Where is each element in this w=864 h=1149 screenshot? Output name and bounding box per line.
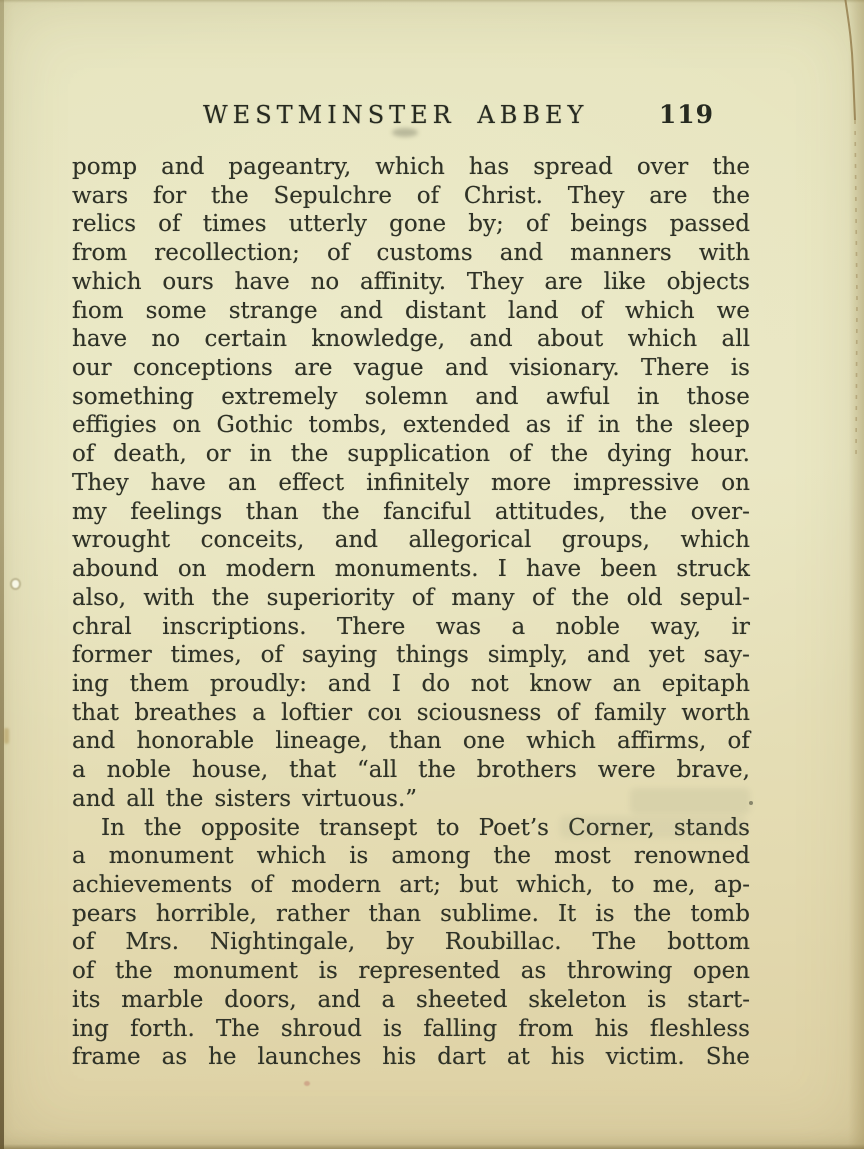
text-line: and all the sisters virtuous.” <box>72 785 418 812</box>
text-line: of Mrs. Nightingale, by Roubillac. The bottom <box>72 929 750 956</box>
page-number: 119 <box>658 100 714 129</box>
page-header <box>72 100 748 129</box>
text-line: that breathes a loftier coı sciousness of family worth <box>72 699 750 726</box>
text-line: and honorable lineage, than one which affirms, of <box>72 728 750 755</box>
text-line: of the monument is represented as throwing open <box>72 958 750 985</box>
text-line: pears horrible, rather than sublime. It is the tomb <box>72 900 750 927</box>
text-line: from recollection; of customs and manners with <box>72 240 750 267</box>
text-line: In the opposite transept to Poet’s Corner, stands <box>101 814 750 841</box>
text-line: abound on modern monuments. I have been struck <box>72 556 750 583</box>
text-line: chral inscriptions. There was a noble way, ir <box>72 613 750 640</box>
text-line: effigies on Gothic tombs, extended as if in the sleep <box>72 412 750 439</box>
text-line: its marble doors, and a sheeted skeleton is start- <box>72 986 750 1013</box>
ink-smudge <box>392 128 418 137</box>
scan-top-edge <box>0 0 864 3</box>
paper-speck <box>12 580 19 588</box>
scan-left-edge <box>0 0 4 1149</box>
text-line: relics of times utterly gone by; of beings passed <box>72 211 750 238</box>
text-line: our conceptions are vague and visionary. There is <box>72 355 750 382</box>
running-head-title: WESTMINSTER ABBEY <box>203 101 589 129</box>
text-line: fıom some strange and distant land of which we <box>72 297 750 324</box>
paper-speck <box>4 728 9 744</box>
text-line: of death, or in the supplication of the dying hour. <box>72 441 750 468</box>
text-line: a noble house, that “all the brothers were brave, <box>72 757 750 784</box>
text-line: wrought conceits, and allegorical groups, which <box>72 527 750 554</box>
text-line: ing forth. The shroud is falling from his fleshless <box>72 1015 750 1042</box>
text-line: ing them proudly: and I do not know an epitaph <box>72 670 750 697</box>
text-line: wars for the Sepulchre of Christ. They are the <box>72 182 750 209</box>
text-line: my feelings than the fanciful attitudes, the over- <box>72 498 750 525</box>
scan-bottom-edge <box>0 1144 864 1149</box>
text-line: something extremely solemn and awful in those <box>72 383 750 410</box>
text-line: former times, of saying things simply, and yet say- <box>72 642 750 669</box>
text-line: which ours have no affinity. They are like objects <box>72 268 750 295</box>
text-line: achievements of modern art; but which, to me, ap- <box>72 871 750 898</box>
text-line: have no certain knowledge, and about which all <box>72 326 750 353</box>
page-edge-crease <box>834 0 864 500</box>
paper-speck <box>304 1081 310 1086</box>
text-line: frame as he launches his dart at his victim. She <box>72 1044 750 1071</box>
page-text <box>72 153 750 1072</box>
text-line: a monument which is among the most renowned <box>72 843 750 870</box>
text-line: also, with the superiority of many of the old sepul- <box>72 584 750 611</box>
text-line: They have an effect infinitely more impressive on <box>72 469 750 496</box>
text-line: pomp and pageantry, which has spread over the <box>72 154 750 180</box>
